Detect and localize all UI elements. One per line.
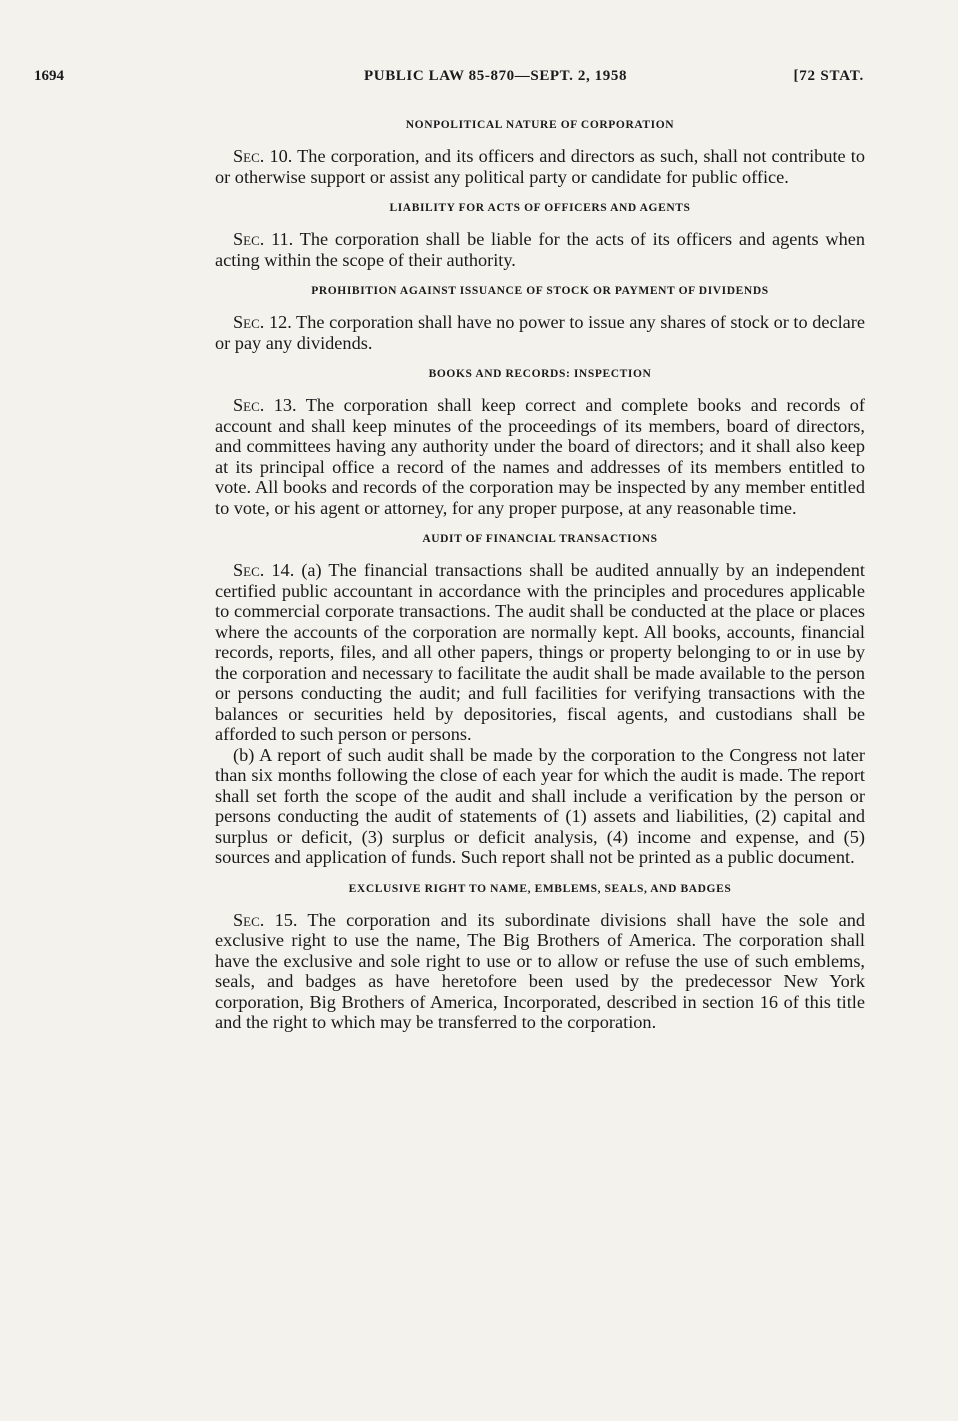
section-heading: NONPOLITICAL NATURE OF CORPORATION xyxy=(405,119,675,131)
section-label: Sec. 13. xyxy=(233,395,297,415)
section-paragraph xyxy=(215,146,865,187)
section-paragraph xyxy=(215,312,865,353)
section-text: The corporation shall have no power to issue any shares of stock or to declare or pay any dividends. xyxy=(215,312,865,353)
section-text: The corporation, and its officers and directors as such, shall not contribute to or otherwise support or assist any political party or candidate for public office. xyxy=(215,146,866,187)
section-heading: LIABILITY FOR ACTS OF OFFICERS AND AGENTS xyxy=(389,202,691,214)
section-paragraph xyxy=(215,395,865,518)
section-paragraph-b: (b) A report of such audit shall be made by the corporation to the Congress not later than six months following the close of each year for which the audit is made. The report shall set forth the scope of the audit and shall include a verification by the person or persons conducting the audit of statements of (1) assets and liabilities, (2) capital and surplus or deficit, (3) surplus or deficit analysis, (4) income and expense, and (5) sources and application of funds. Such report shall not be printed as a public document. xyxy=(215,744,865,867)
section-text: The corporation shall keep correct and complete books and records of account and shall keep minutes of the proceedings of its members, board of directors, and committees having any authority under the board of directors; and it shall also keep at its principal office a record of the names and addresses of its members entitled to vote. All books and records of the corporation may be inspected by any member entitled to vote, or his agent or attorney, for any proper purpose, at any reasonable time. xyxy=(215,395,865,518)
section-label: Sec. 14. xyxy=(233,560,295,580)
section-text: The corporation shall be liable for the acts of its officers and agents when acting within the scope of their authority. xyxy=(215,229,866,270)
section-label: Sec. 12. xyxy=(233,312,292,332)
document-body xyxy=(215,118,865,1047)
section-heading: BOOKS AND RECORDS: INSPECTION xyxy=(428,368,652,380)
page-number: 1694 xyxy=(34,68,64,84)
section-text: The corporation and its subordinate divisions shall have the sole and exclusive right to use the name, The Big Brothers of America. The corporation shall have the exclusive and sole right to use or to allow or refuse the use of such emblems, seals, and badges as have heretofore been used by the predecessor New York corporation, Big Brothers of America, Incorporated, described in section 16 of this title and the right to which may be transferred to the corporation. xyxy=(215,909,865,1032)
section-heading: AUDIT OF FINANCIAL TRANSACTIONS xyxy=(422,533,658,545)
section-label: Sec. 10. xyxy=(233,146,293,166)
section-paragraph xyxy=(215,560,865,745)
volume-citation: [72 STAT. xyxy=(793,68,864,84)
running-title: PUBLIC LAW 85-870—SEPT. 2, 1958 xyxy=(364,68,628,84)
section-label: Sec. 11. xyxy=(233,229,294,249)
section-heading: EXCLUSIVE RIGHT TO NAME, EMBLEMS, SEALS, AND BADGES xyxy=(348,882,732,895)
running-header xyxy=(34,68,864,92)
section-paragraph xyxy=(215,910,865,1033)
section-text: (a) The financial transactions shall be audited annually by an independent certified public accountant in accordance with the principles and procedures applicable to commercial corporate transactions. The audit shall be conducted at the place or places where the accounts of the corporation are normally kept. All books, accounts, financial records, reports, files, and all other papers, things or property belonging to or in use by the corporation and necessary to facilitate the audit shall be made available to the person or persons conducting the audit; and full facilities for verifying transactions with the balances or securities held by depositories, fiscal agents, and custodians shall be afforded to such person or persons. xyxy=(215,560,865,744)
section-label: Sec. 15. xyxy=(233,909,298,930)
section-heading: PROHIBITION AGAINST ISSUANCE OF STOCK OR PAYMENT OF DIVIDENDS xyxy=(311,285,769,297)
section-paragraph xyxy=(215,229,865,270)
